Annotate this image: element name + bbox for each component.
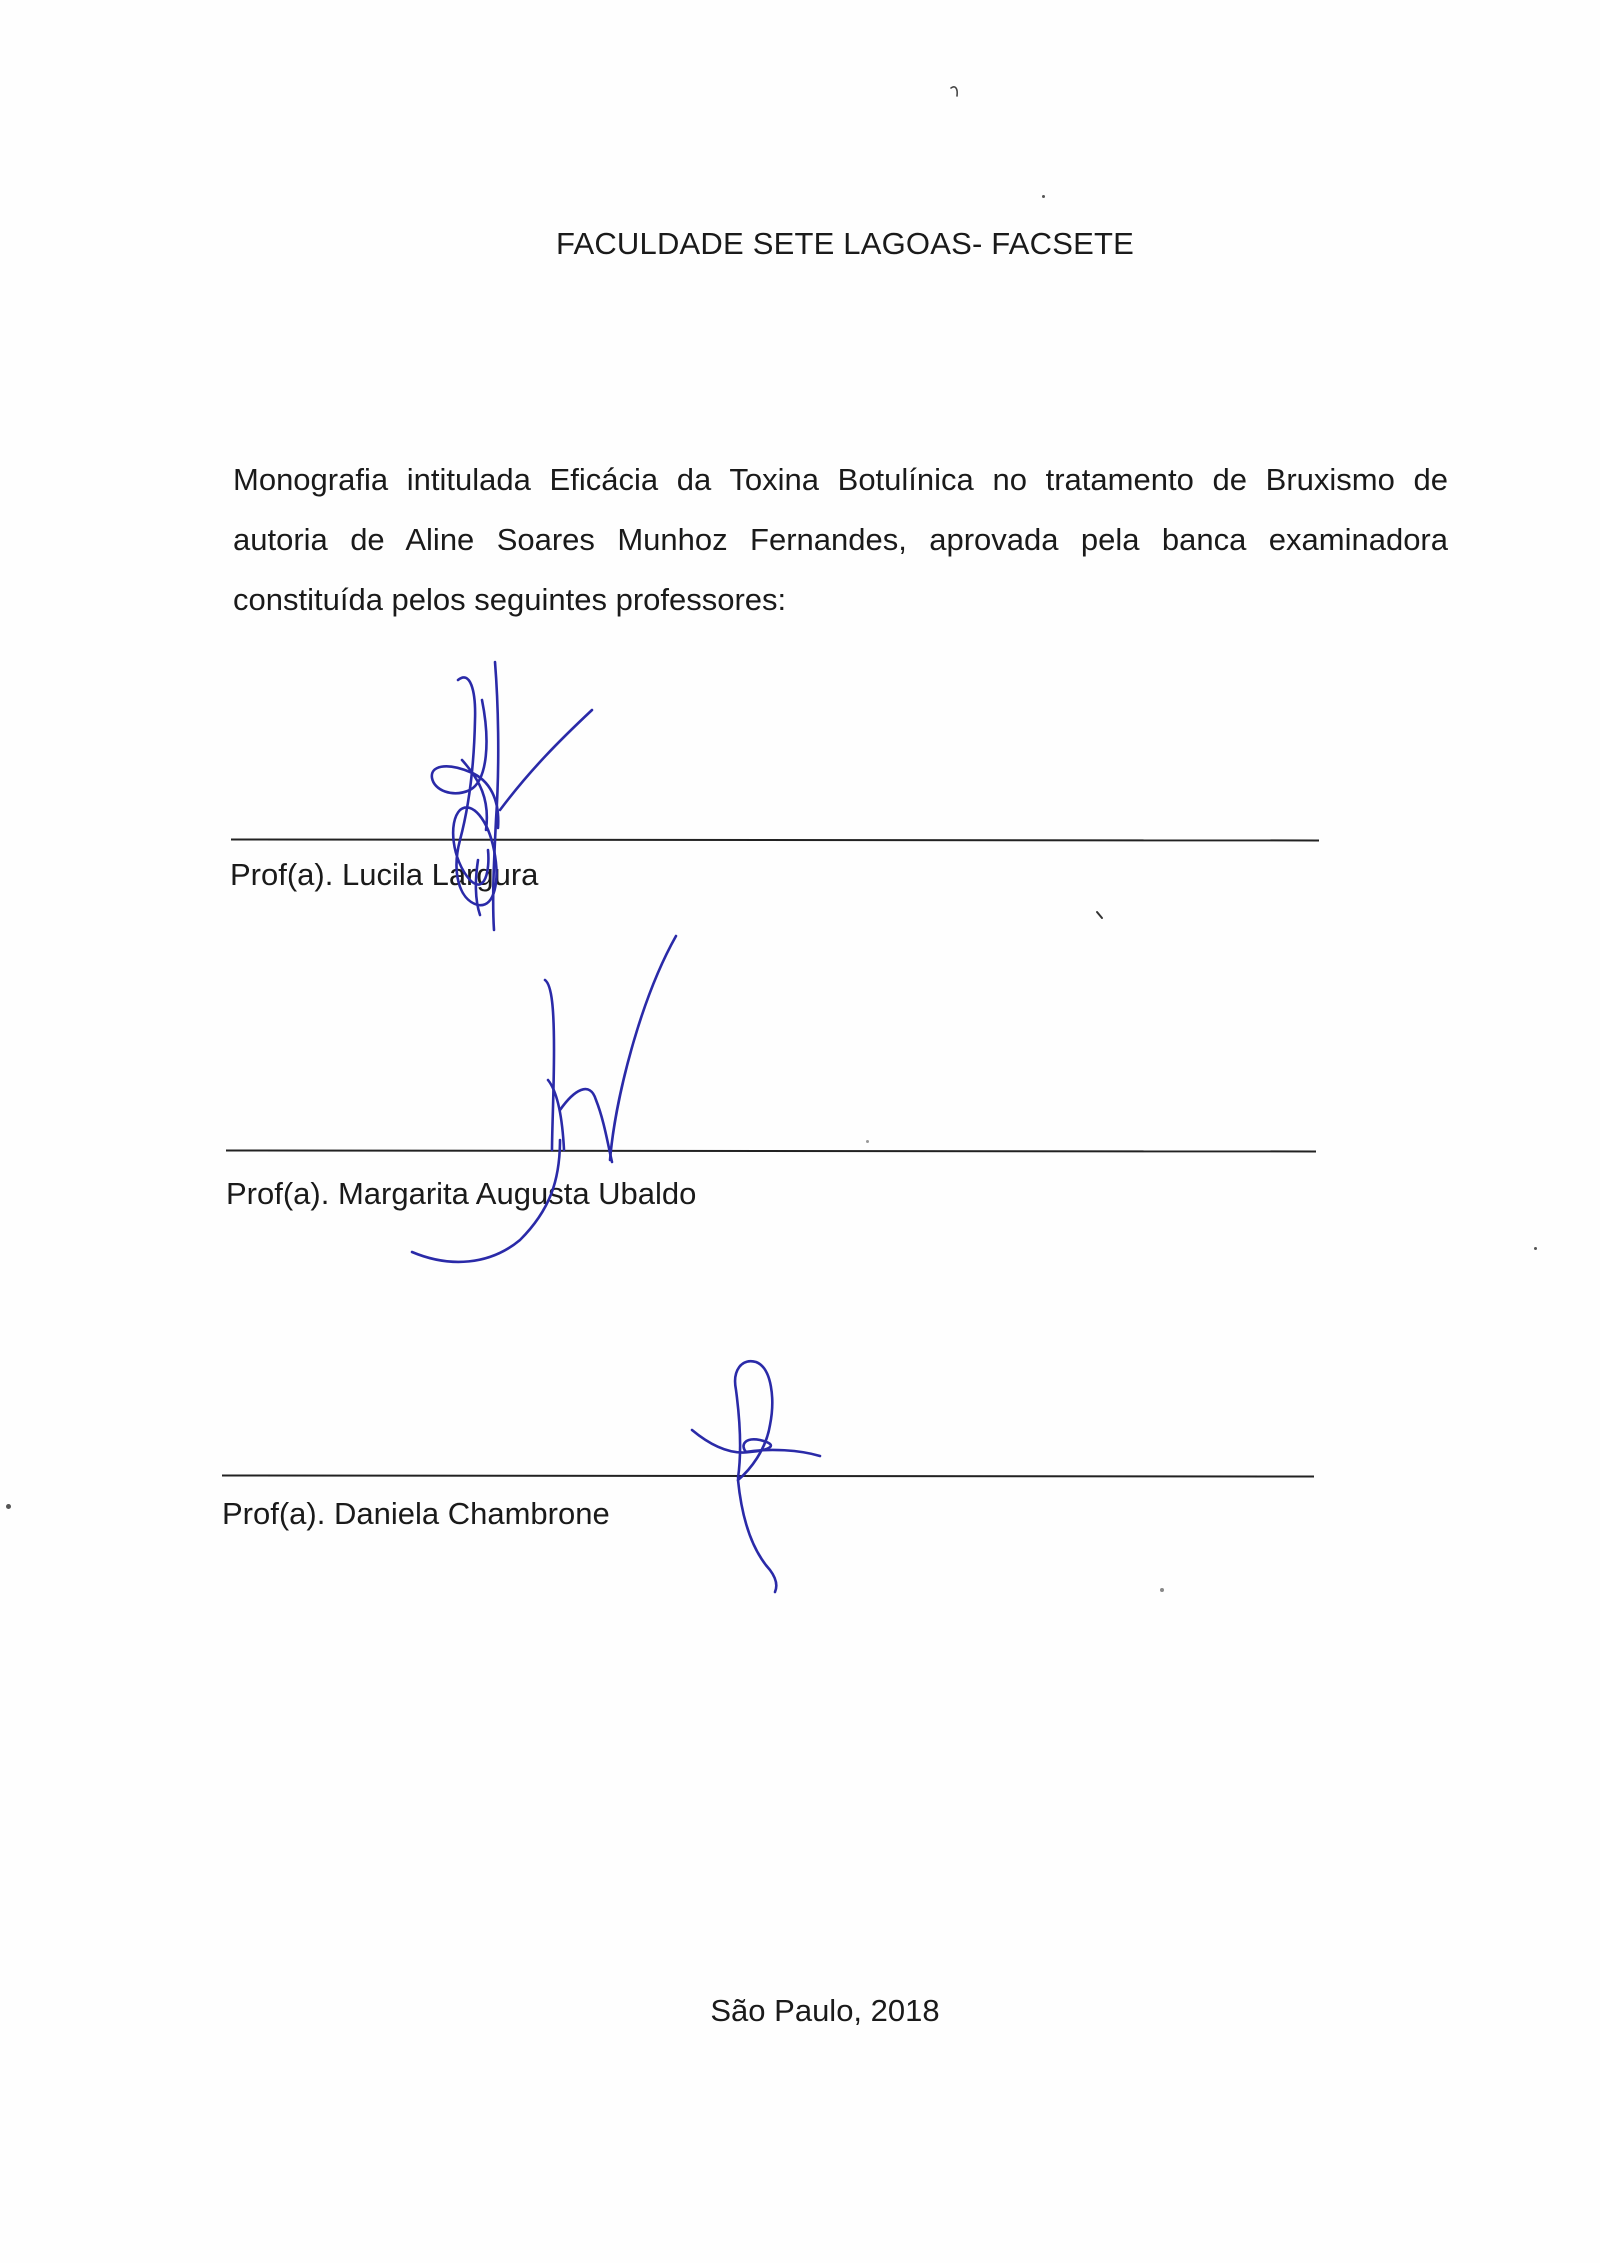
- paper-speck: [1160, 1588, 1164, 1592]
- approval-statement: Monografia intitulada Eficácia da Toxina Botulínica no tratamento de Bruxismo de autoria de Aline Soares Munhoz Fernandes, aprovada pela banca examinadora constituída pelos seguintes professores:: [233, 462, 1448, 617]
- signature-line-2: [226, 1150, 1316, 1153]
- examiner-name-2: Prof(a). Margarita Augusta Ubaldo: [226, 1176, 697, 1211]
- signature-2: [412, 936, 676, 1262]
- examiner-name-1: Prof(a). Lucila Largura: [230, 857, 539, 892]
- institution-title: FACULDADE SETE LAGOAS- FACSETE: [556, 226, 1134, 261]
- examiner-name-3: Prof(a). Daniela Chambrone: [222, 1496, 610, 1531]
- signature-line-3: [222, 1475, 1314, 1478]
- paper-speck: [1042, 195, 1045, 198]
- paper-speck: [1534, 1247, 1537, 1250]
- paper-speck: [866, 1140, 869, 1143]
- place-and-date: São Paulo, 2018: [710, 1993, 940, 2028]
- paper-speck: [6, 1504, 11, 1509]
- signature-line-1: [231, 839, 1319, 842]
